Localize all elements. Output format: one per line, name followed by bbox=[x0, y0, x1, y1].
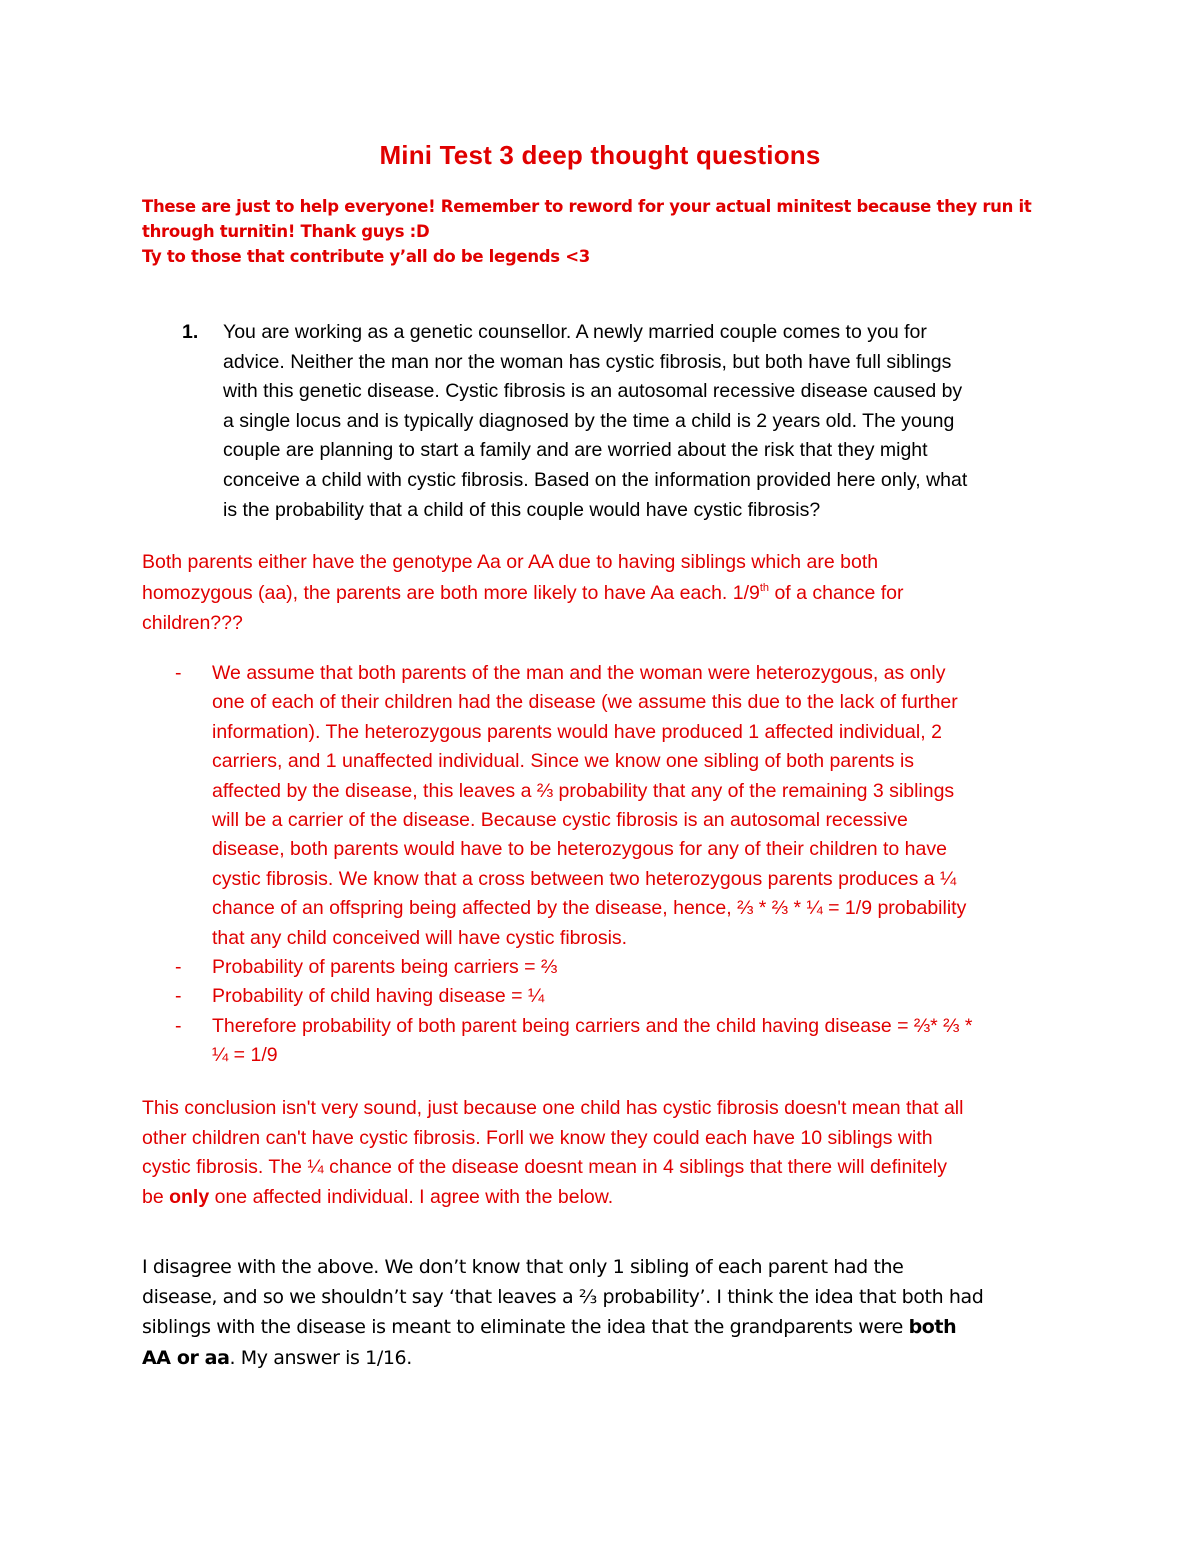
answer-text: siblings with the disease is meant to eliminate the idea that the grandparents were bbox=[142, 1316, 909, 1339]
answer-line bbox=[142, 1312, 1082, 1342]
list-item-line: will be a carrier of the disease. Because cystic fibrosis is an autosomal recessive bbox=[212, 809, 908, 832]
dash-bullet: - bbox=[175, 1014, 182, 1037]
ordinal-superscript: th bbox=[759, 581, 770, 594]
answer-text: homozygous (aa), the parents are both more likely to have Aa each. 1/9 bbox=[142, 581, 760, 604]
list-item bbox=[142, 953, 1072, 982]
answer-line bbox=[142, 1343, 1082, 1373]
reasoning-list bbox=[142, 659, 1072, 1071]
emphasis-text: only bbox=[169, 1185, 210, 1208]
answer-line: I disagree with the above. We don’t know that only 1 sibling of each parent had the bbox=[142, 1256, 904, 1278]
answer-line: children??? bbox=[142, 612, 243, 634]
answer-text: one affected individual. I agree with the below. bbox=[209, 1185, 614, 1208]
answer-line: disease, and so we shouldn’t say ‘that leaves a ⅔ probability’. I think the idea that both had bbox=[142, 1286, 984, 1309]
intro-note-line: through turnitin! Thank guys :D bbox=[142, 222, 430, 241]
list-item-line: Therefore probability of both parent being carriers and the child having disease = ⅔* ⅔ * bbox=[212, 1014, 973, 1037]
list-item-line: carriers, and 1 unaffected individual. Since we know one sibling of both parents is bbox=[212, 750, 915, 773]
list-item-line: information). The heterozygous parents would have produced 1 affected individual, 2 bbox=[212, 720, 942, 743]
list-item bbox=[142, 982, 1072, 1011]
answer-line: cystic fibrosis. The ¼ chance of the disease doesnt mean in 4 siblings that there will definitely bbox=[142, 1156, 947, 1179]
emphasis-text: both bbox=[908, 1316, 957, 1339]
question-text bbox=[223, 318, 1062, 525]
question-line: a single locus and is typically diagnosed by the time a child is 2 years old. The young bbox=[223, 409, 955, 432]
question-line: with this genetic disease. Cystic fibrosis is an autosomal recessive disease caused by bbox=[223, 380, 963, 403]
list-item-line: Probability of child having disease = ¼ bbox=[212, 985, 545, 1008]
page-title: Mini Test 3 deep thought questions bbox=[379, 140, 821, 170]
list-item-line: disease, both parents would have to be heterozygous for any of their children to have bbox=[212, 838, 947, 861]
question-line: is the probability that a child of this couple would have cystic fibrosis? bbox=[223, 498, 821, 521]
question-line: You are working as a genetic counsellor. A newly married couple comes to you for bbox=[223, 321, 927, 343]
emphasis-text: AA or aa bbox=[142, 1346, 230, 1369]
question-number: 1. bbox=[182, 321, 199, 343]
list-item-line: affected by the disease, this leaves a ⅔ probability that any of the remaining 3 siblings bbox=[212, 779, 955, 802]
intro-note bbox=[142, 194, 1062, 269]
answer-line: This conclusion isn't very sound, just because one child has cystic fibrosis doesn't mean that all bbox=[142, 1097, 964, 1119]
answer-paragraph-3 bbox=[142, 1252, 1082, 1373]
question-line: advice. Neither the man nor the woman has cystic fibrosis, but both have full siblings bbox=[223, 350, 952, 373]
list-item-line: chance of an offspring being affected by the disease, hence, ⅔ * ⅔ * ¼ = 1/9 probability bbox=[212, 897, 967, 920]
list-item bbox=[142, 659, 1072, 953]
answer-line: Both parents either have the genotype Aa or AA due to having siblings which are both bbox=[142, 551, 879, 573]
question-line: conceive a child with cystic fibrosis. Based on the information provided here only, what bbox=[223, 468, 968, 491]
intro-note-line: Ty to those that contribute y’all do be legends <3 bbox=[142, 247, 590, 266]
list-item-line: ¼ = 1/9 bbox=[212, 1044, 278, 1067]
answer-line: other children can't have cystic fibrosis. Forll we know they could each have 10 siblings with bbox=[142, 1126, 933, 1149]
list-item-line: one of each of their children had the disease (we assume this due to the lack of further bbox=[212, 691, 958, 714]
list-item-line: Probability of parents being carriers = ⅔ bbox=[212, 956, 558, 979]
answer-paragraph-1 bbox=[142, 547, 1062, 639]
answer-text: be bbox=[142, 1185, 170, 1208]
dash-bullet: - bbox=[175, 956, 182, 979]
list-item bbox=[142, 1012, 1072, 1071]
dash-bullet: - bbox=[175, 985, 182, 1008]
question-line: couple are planning to start a family and are worried about the risk that they might bbox=[223, 439, 928, 462]
list-item-line: cystic fibrosis. We know that a cross between two heterozygous parents produces a ¼ bbox=[212, 867, 957, 890]
intro-note-line: These are just to help everyone! Remember to reword for your actual minitest because they run it bbox=[142, 197, 1032, 216]
list-item-line: We assume that both parents of the man and the woman were heterozygous, as only bbox=[212, 662, 946, 684]
question-1 bbox=[142, 318, 1062, 525]
list-item-line: that any child conceived will have cystic fibrosis. bbox=[212, 926, 628, 949]
answer-line bbox=[142, 1183, 1062, 1213]
answer-paragraph-2 bbox=[142, 1094, 1062, 1212]
answer-text: of a chance for bbox=[769, 581, 904, 604]
dash-bullet: - bbox=[175, 662, 182, 684]
answer-text: . My answer is 1/16. bbox=[229, 1346, 412, 1369]
answer-line bbox=[142, 578, 1062, 609]
